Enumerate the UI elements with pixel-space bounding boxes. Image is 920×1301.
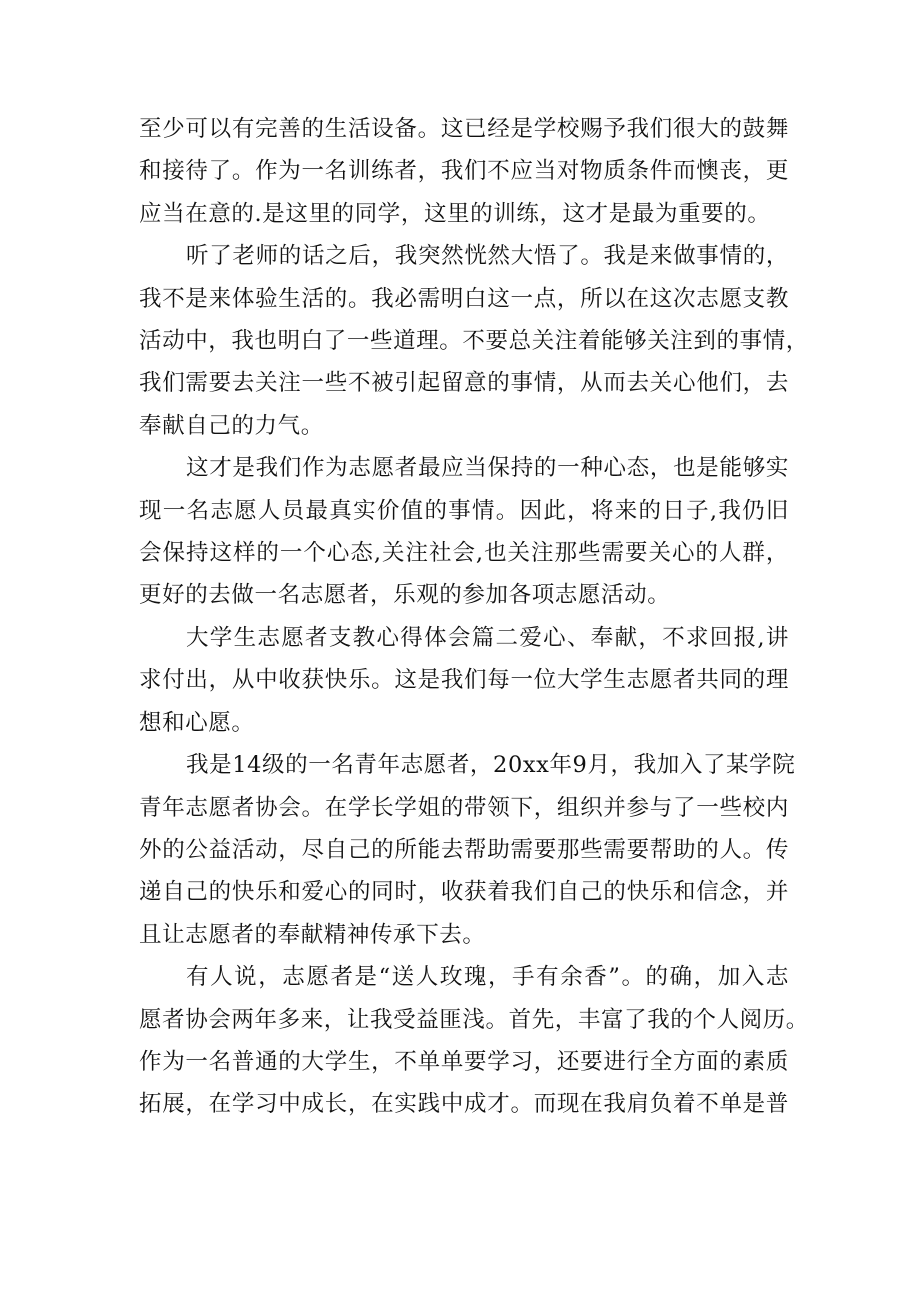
text-line: 有人说，志愿者是“送人玫瑰，手有余香”。的确，加入志 [186, 964, 789, 991]
text-line: 和接待了。作为一名训练者，我们不应当对物质条件而懊丧，更 [139, 158, 789, 185]
text-line: 这才是我们作为志愿者最应当保持的一种心态，也是能够实 [186, 455, 789, 482]
document-body [139, 108, 809, 1126]
text-line: 听了老师的话之后，我突然恍然大悟了。我是来做事情的， [186, 243, 789, 270]
text-line: 求付出，从中收获快乐。这是我们每一位大学生志愿者共同的理 [139, 667, 789, 694]
text-line: 拓展，在学习中成长，在实践中成才。而现在我肩负着不单是普 [139, 1091, 789, 1118]
text-line: 更好的去做一名志愿者，乐观的参加各项志愿活动。 [139, 582, 671, 609]
paragraph-4 [139, 617, 789, 744]
text-line: 活动中，我也明白了一些道理。不要总关注着能够关注到的事情， [139, 328, 809, 355]
text-line: 我们需要去关注一些不被引起留意的事情，从而去关心他们，去 [139, 370, 789, 397]
paragraph-2 [139, 235, 809, 447]
text-line: 递自己的快乐和爱心的同时，收获着我们自己的快乐和信念，并 [139, 879, 789, 906]
text-line: 大学生志愿者支教心得体会篇二爱心、奉献，不求回报,讲 [186, 624, 789, 651]
text-line: 作为一名普通的大学生，不单单要学习，还要进行全方面的素质 [139, 1048, 789, 1075]
text-line: 奉献自己的力气。 [139, 412, 324, 439]
text-line: 我不是来体验生活的。我必需明白这一点，所以在这次志愿支教 [139, 285, 789, 312]
paragraph-3 [139, 447, 789, 617]
text-line: 至少可以有完善的生活设备。这已经是学校赐予我们很大的鼓舞 [139, 116, 789, 142]
paragraph-6 [139, 956, 809, 1126]
text-line: 外的公益活动，尽自己的所能去帮助需要那些需要帮助的人。传 [139, 836, 789, 863]
text-line: 且让志愿者的奉献精神传承下去。 [139, 921, 486, 948]
text-line: 现一名志愿人员最真实价值的事情。因此，将来的日子,我仍旧 [139, 497, 789, 524]
text-line: 会保持这样的一个心态,关注社会,也关注那些需要关心的人群， [139, 540, 789, 567]
text-line: 青年志愿者协会。在学长学姐的带领下，组织并参与了一些校内 [139, 794, 789, 821]
paragraph-1 [139, 108, 789, 235]
paragraph-5 [139, 744, 796, 956]
text-line: 应当在意的.是这里的同学，这里的训练，这才是最为重要的。 [139, 200, 771, 227]
text-line: 愿者协会两年多来，让我受益匪浅。首先，丰富了我的个人阅历。 [139, 1006, 809, 1033]
text-line: 我是14级的一名青年志愿者，20xx年9月，我加入了某学院 [186, 752, 796, 779]
text-line: 想和心愿。 [139, 709, 255, 736]
